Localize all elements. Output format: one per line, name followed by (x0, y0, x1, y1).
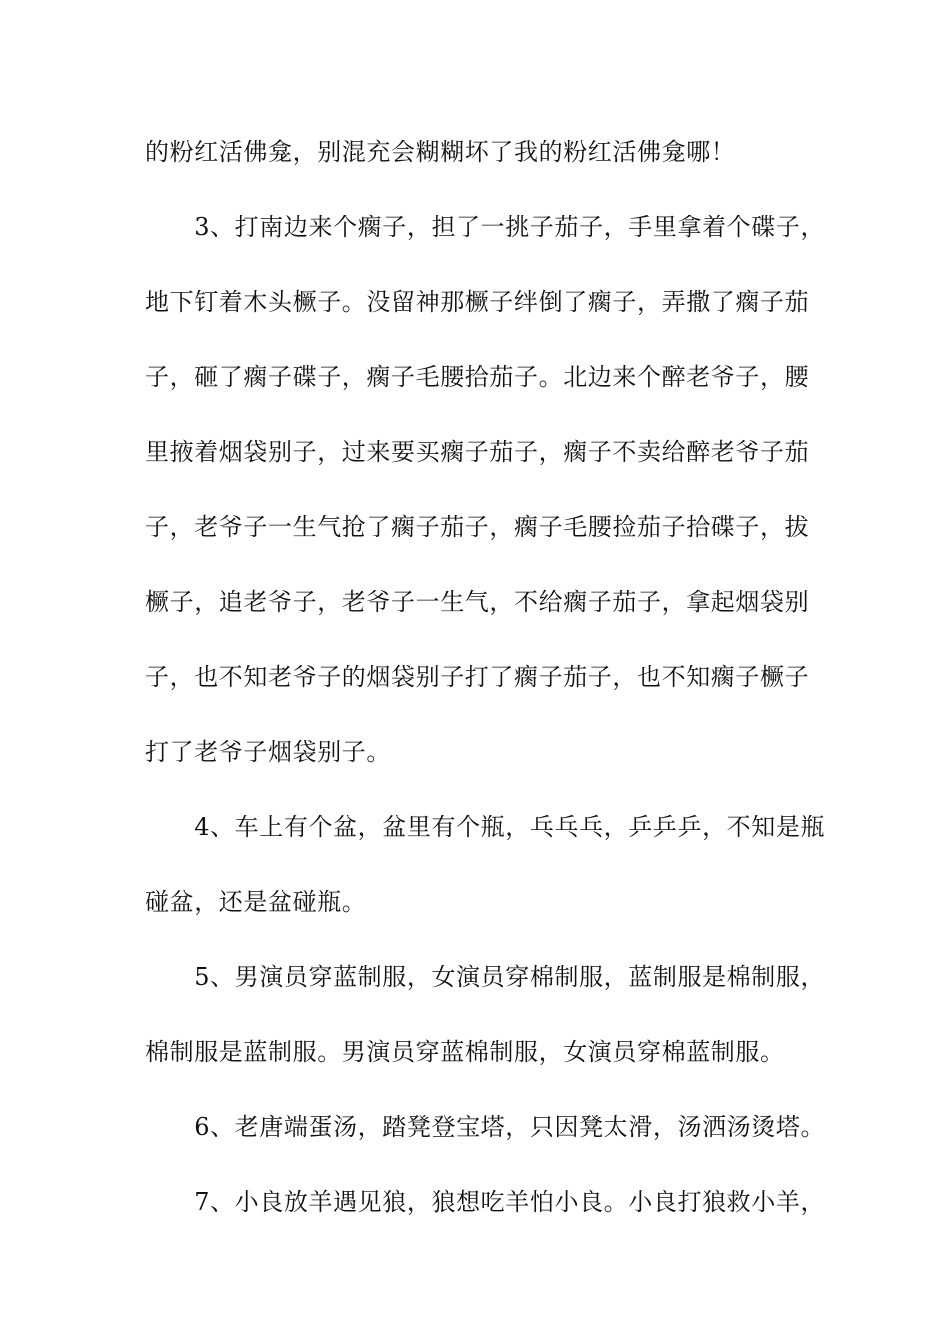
text-line: 子，砸了瘸子碟子，瘸子毛腰拾茄子。北边来个醉老爷子，腰 (145, 363, 810, 391)
text-line: 碰盆，还是盆碰瓶。 (145, 888, 367, 916)
text-line: 5、男演员穿蓝制服，女演员穿棉制服，蓝制服是棉制服， (145, 963, 826, 991)
text-line: 的粉红活佛龛，别混充会糊糊坏了我的粉红活佛龛哪！ (145, 138, 736, 166)
text-line: 3、打南边来个瘸子，担了一挑子茄子，手里拿着个碟子， (145, 213, 826, 241)
text-line: 4、车上有个盆，盆里有个瓶，乓乓乓，乒乒乒，不知是瓶 (145, 813, 826, 841)
text-line: 橛子，追老爷子，老爷子一生气，不给瘸子茄子，拿起烟袋别 (145, 588, 810, 616)
text-line: 打了老爷子烟袋别子。 (145, 738, 391, 766)
text-line: 6、老唐端蛋汤，踏凳登宝塔，只因凳太滑，汤洒汤烫塔。 (145, 1113, 826, 1141)
text-line: 地下钉着木头橛子。没留神那橛子绊倒了瘸子，弄撒了瘸子茄 (145, 288, 810, 316)
text-line: 7、小良放羊遇见狼，狼想吃羊怕小良。小良打狼救小羊， (145, 1188, 826, 1216)
text-line: 子，也不知老爷子的烟袋别子打了瘸子茄子，也不知瘸子橛子 (145, 663, 810, 691)
text-line: 棉制服是蓝制服。男演员穿蓝棉制服，女演员穿棉蓝制服。 (145, 1038, 785, 1066)
text-line: 子，老爷子一生气抢了瘸子茄子，瘸子毛腰捡茄子拾碟子，拔 (145, 513, 810, 541)
text-line: 里掖着烟袋别子，过来要买瘸子茄子，瘸子不卖给醉老爷子茄 (145, 438, 810, 466)
